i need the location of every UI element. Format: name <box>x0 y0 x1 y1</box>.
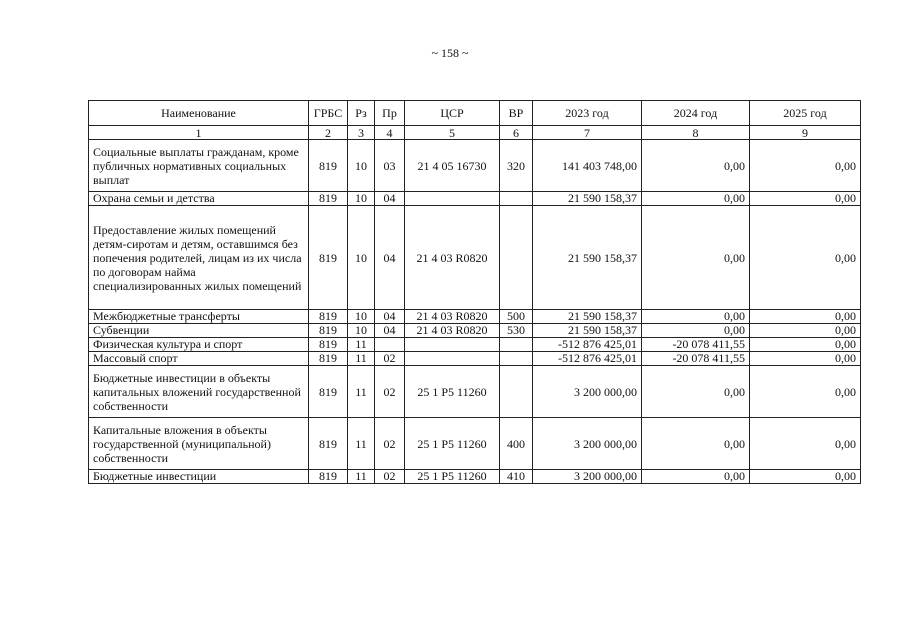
table-row <box>89 192 861 206</box>
row-rz: 11 <box>348 338 375 352</box>
row-pr: 04 <box>375 310 405 324</box>
row-2025: 0,00 <box>750 352 861 366</box>
row-2024: -20 078 411,55 <box>642 338 750 352</box>
table-row <box>89 338 861 352</box>
row-vr <box>500 352 533 366</box>
row-2023: 3 200 000,00 <box>533 366 642 418</box>
row-2024: 0,00 <box>642 192 750 206</box>
row-2025: 0,00 <box>750 192 861 206</box>
row-csr <box>405 192 500 206</box>
row-2024: 0,00 <box>642 140 750 192</box>
row-2025: 0,00 <box>750 338 861 352</box>
row-rz: 11 <box>348 418 375 470</box>
header-rz: Рз <box>348 101 375 126</box>
row-2024: 0,00 <box>642 206 750 310</box>
row-pr: 04 <box>375 192 405 206</box>
row-rz: 10 <box>348 310 375 324</box>
row-2023: -512 876 425,01 <box>533 338 642 352</box>
column-index: 5 <box>405 126 500 140</box>
column-index: 2 <box>309 126 348 140</box>
row-2023: 21 590 158,37 <box>533 192 642 206</box>
row-csr: 21 4 03 R0820 <box>405 324 500 338</box>
row-name: Охрана семьи и детства <box>89 192 309 206</box>
row-rz: 10 <box>348 140 375 192</box>
table-row <box>89 206 861 310</box>
header-2023: 2023 год <box>533 101 642 126</box>
row-grbs: 819 <box>309 366 348 418</box>
row-name: Предоставление жилых помещений детям-сиротам и детям, оставшимся без попечения родителей, лицам из их числа по договорам найма специализированных жилых помещений <box>89 206 309 310</box>
row-vr: 400 <box>500 418 533 470</box>
row-grbs: 819 <box>309 192 348 206</box>
header-pr: Пр <box>375 101 405 126</box>
table-row <box>89 470 861 484</box>
row-csr <box>405 352 500 366</box>
row-vr <box>500 366 533 418</box>
row-pr: 04 <box>375 206 405 310</box>
row-pr: 02 <box>375 352 405 366</box>
row-2025: 0,00 <box>750 418 861 470</box>
row-grbs: 819 <box>309 324 348 338</box>
row-name: Межбюджетные трансферты <box>89 310 309 324</box>
row-grbs: 819 <box>309 206 348 310</box>
row-rz: 11 <box>348 366 375 418</box>
row-2023: 3 200 000,00 <box>533 418 642 470</box>
row-grbs: 819 <box>309 418 348 470</box>
row-rz: 11 <box>348 470 375 484</box>
row-vr: 410 <box>500 470 533 484</box>
row-2023: 21 590 158,37 <box>533 206 642 310</box>
row-2025: 0,00 <box>750 140 861 192</box>
row-csr: 21 4 03 R0820 <box>405 206 500 310</box>
row-rz: 11 <box>348 352 375 366</box>
row-pr: 02 <box>375 470 405 484</box>
row-vr <box>500 206 533 310</box>
row-2024: 0,00 <box>642 310 750 324</box>
row-csr: 21 4 05 16730 <box>405 140 500 192</box>
row-name: Бюджетные инвестиции в объекты капитальных вложений государственной собственности <box>89 366 309 418</box>
table-row <box>89 140 861 192</box>
table-row <box>89 324 861 338</box>
row-csr: 25 1 P5 11260 <box>405 366 500 418</box>
row-2025: 0,00 <box>750 310 861 324</box>
row-csr: 21 4 03 R0820 <box>405 310 500 324</box>
row-2024: 0,00 <box>642 366 750 418</box>
header-row <box>89 101 861 126</box>
row-name: Массовый спорт <box>89 352 309 366</box>
column-index: 1 <box>89 126 309 140</box>
header-2024: 2024 год <box>642 101 750 126</box>
column-index: 4 <box>375 126 405 140</box>
row-2025: 0,00 <box>750 206 861 310</box>
page-number: ~ 158 ~ <box>431 46 469 60</box>
row-grbs: 819 <box>309 338 348 352</box>
row-csr: 25 1 P5 11260 <box>405 470 500 484</box>
row-grbs: 819 <box>309 470 348 484</box>
row-rz: 10 <box>348 324 375 338</box>
column-index: 9 <box>750 126 861 140</box>
row-2024: 0,00 <box>642 418 750 470</box>
header-grbs: ГРБС <box>309 101 348 126</box>
row-grbs: 819 <box>309 310 348 324</box>
row-pr: 04 <box>375 324 405 338</box>
row-name: Бюджетные инвестиции <box>89 470 309 484</box>
table-row <box>89 366 861 418</box>
table-row <box>89 418 861 470</box>
column-index: 3 <box>348 126 375 140</box>
row-vr: 320 <box>500 140 533 192</box>
row-pr: 03 <box>375 140 405 192</box>
row-2023: 3 200 000,00 <box>533 470 642 484</box>
row-rz: 10 <box>348 206 375 310</box>
row-2024: 0,00 <box>642 324 750 338</box>
header-vr: ВР <box>500 101 533 126</box>
row-pr: 02 <box>375 418 405 470</box>
row-csr <box>405 338 500 352</box>
column-index-row <box>89 126 861 140</box>
header-csr: ЦСР <box>405 101 500 126</box>
column-index: 7 <box>533 126 642 140</box>
row-2024: -20 078 411,55 <box>642 352 750 366</box>
row-2025: 0,00 <box>750 366 861 418</box>
row-vr: 530 <box>500 324 533 338</box>
row-2024: 0,00 <box>642 470 750 484</box>
row-2025: 0,00 <box>750 324 861 338</box>
column-index: 6 <box>500 126 533 140</box>
header-name: Наименование <box>89 101 309 126</box>
row-name: Капитальные вложения в объекты государственной (муниципальной) собственности <box>89 418 309 470</box>
row-vr <box>500 192 533 206</box>
row-name: Социальные выплаты гражданам, кроме публичных нормативных социальных выплат <box>89 140 309 192</box>
table-row <box>89 352 861 366</box>
row-rz: 10 <box>348 192 375 206</box>
row-2023: 21 590 158,37 <box>533 324 642 338</box>
row-vr <box>500 338 533 352</box>
row-2023: 141 403 748,00 <box>533 140 642 192</box>
row-csr: 25 1 P5 11260 <box>405 418 500 470</box>
row-vr: 500 <box>500 310 533 324</box>
row-grbs: 819 <box>309 352 348 366</box>
table-row <box>89 310 861 324</box>
header-2025: 2025 год <box>750 101 861 126</box>
row-2023: -512 876 425,01 <box>533 352 642 366</box>
row-name: Физическая культура и спорт <box>89 338 309 352</box>
row-2023: 21 590 158,37 <box>533 310 642 324</box>
column-index: 8 <box>642 126 750 140</box>
budget-table <box>88 100 861 484</box>
row-grbs: 819 <box>309 140 348 192</box>
row-name: Субвенции <box>89 324 309 338</box>
row-pr <box>375 338 405 352</box>
row-pr: 02 <box>375 366 405 418</box>
row-2025: 0,00 <box>750 470 861 484</box>
